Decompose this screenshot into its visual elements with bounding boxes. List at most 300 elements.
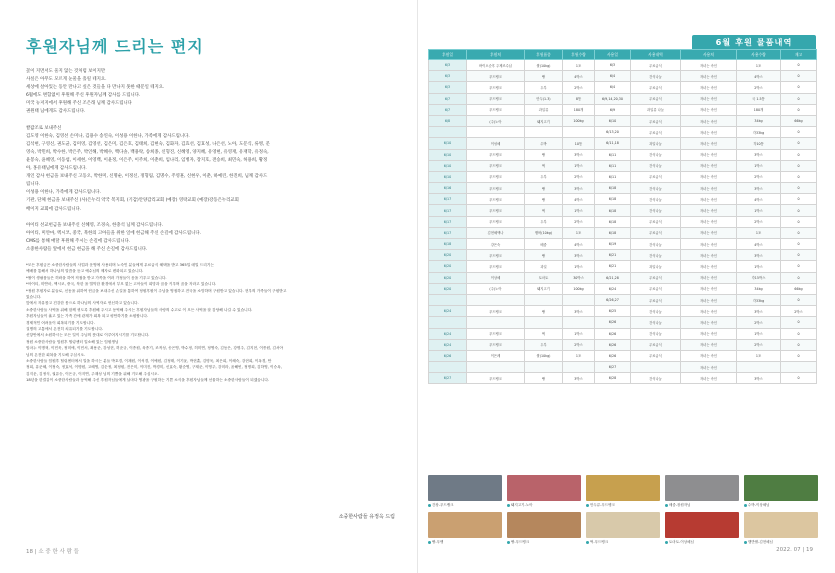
table-cell: 4박스: [737, 194, 781, 205]
table-cell: 푸드뱅크: [467, 183, 525, 194]
table-cell: [563, 294, 595, 305]
table-cell: 10통: [563, 138, 595, 149]
table-cell: 6/17: [429, 227, 467, 238]
donation-photo: [428, 512, 502, 538]
table-cell: 자녀는 속인: [681, 104, 737, 115]
donation-table-header: [692, 35, 816, 49]
table-cell: 푸드뱅크: [467, 306, 525, 317]
table-cell: 0: [781, 82, 817, 93]
table-cell: 자녀는 속인: [681, 261, 737, 272]
table-cell: 돼지고기: [525, 283, 563, 294]
table-cell: 무료급식: [631, 272, 681, 283]
notice-line: 예배를 통해서 하나님의 말씀을 듣고 예수님의 제자로 변화되고 있습니다.: [26, 269, 144, 274]
left-page: [0, 0, 417, 573]
table-cell: 두부: [525, 82, 563, 93]
table-cell: 자녀는 속인: [681, 171, 737, 182]
table-cell: [429, 294, 467, 305]
table-row: [429, 250, 817, 261]
table-cell: 간식나눔: [631, 317, 681, 328]
table-cell: 자녀는 속인: [681, 239, 737, 250]
bullet-icon: [665, 541, 668, 544]
column-header: 후원수량: [563, 50, 595, 60]
table-cell: 1박스: [563, 261, 595, 272]
table-row: [429, 160, 817, 171]
table-cell: 푸드뱅크: [467, 82, 525, 93]
photo-caption-text: 떡-푸드뱅크: [590, 540, 609, 544]
table-cell: 자녀는 속인: [681, 138, 737, 149]
table-row: [429, 205, 817, 216]
table-cell: 푸드뱅크: [467, 171, 525, 182]
table-cell: 쌀(10kg): [525, 60, 563, 71]
table-cell: [525, 294, 563, 305]
table-cell: 2박스: [563, 171, 595, 182]
photo-caption-text: 햇반쌀-김현혜님: [748, 540, 773, 544]
table-cell: 6/19: [595, 239, 631, 250]
table-cell: 푸드뱅크: [467, 205, 525, 216]
table-cell: 6/20: [429, 272, 467, 283]
table-cell: 2박스: [563, 216, 595, 227]
notice-line: 경제적인 어려움이 회복되기를 기도합니다.: [26, 320, 95, 325]
table-cell: 6/27: [595, 362, 631, 373]
table-cell: 1포: [563, 60, 595, 71]
notice-line: *정원 후원자로 분들로, 신동을 위하여 헌금을 보내주신 손길을 통하여 정원후원이 주님을 영접하고 전국을 소망하며 구원받고 있습니다. 현우의 가족들이 구원받고: [26, 288, 287, 293]
table-cell: 100kg: [563, 115, 595, 126]
table-cell: 자녀는 속인: [681, 160, 737, 171]
table-cell: 푸드뱅크: [467, 104, 525, 115]
table-cell: 6/18: [595, 194, 631, 205]
table-cell: 자녀는 속인: [681, 183, 737, 194]
right-page-footer: 2022. 07 | 19: [776, 547, 813, 553]
table-cell: 6/9: [595, 104, 631, 115]
table-cell: 과일나눔: [631, 138, 681, 149]
table-cell: 자녀는 속인: [681, 339, 737, 350]
table-cell: 햄버(10kg): [525, 227, 563, 238]
notice-line: 신앙안에서 소원하시는 모든 일이 주님의 뜻대로 이루어지시기를 기도합니다.: [26, 333, 150, 338]
table-cell: 무료급식: [631, 216, 681, 227]
table-cell: 6/26: [429, 350, 467, 361]
table-row: [429, 239, 817, 250]
table-cell: 1포: [563, 350, 595, 361]
letter-line: 미국 뉴저지에서 후원해 주신 조은래 님께 감사드립니다: [26, 101, 132, 107]
photo-caption-text: 빵-푸뱅: [432, 540, 444, 544]
donation-photo: [744, 475, 818, 501]
table-cell: 무료급식: [631, 350, 681, 361]
table-row: [429, 60, 817, 71]
photo-caption-text: 돼지고기-노아: [511, 503, 533, 507]
table-cell: 34kg: [737, 115, 781, 126]
table-cell: 푸드뱅크: [467, 339, 525, 350]
notice-line: 질병의 고통에서 온전히 치유되기를 기도합니다.: [26, 327, 104, 332]
table-cell: 6/3: [429, 71, 467, 82]
table-cell: 1박스: [737, 261, 781, 272]
table-cell: 강은숙: [467, 239, 525, 250]
table-cell: 과일류: [525, 104, 563, 115]
table-cell: 바이오순후 주제조수납: [467, 60, 525, 71]
table-cell: 간식나눔: [631, 250, 681, 261]
donation-table-title: 6월 후원 물품내역: [715, 37, 793, 47]
photo-caption-text: 만두류-푸드뱅크: [590, 503, 615, 507]
table-cell: 6/17: [429, 216, 467, 227]
photo-caption-text: 수박-이상혜님: [748, 503, 770, 507]
table-cell: 6/26: [595, 350, 631, 361]
table-cell: 3박스: [737, 149, 781, 160]
letter-line: 쌀값조로 보내주신: [26, 125, 62, 131]
letter-line: 권원태 님에게도 감사드립니다.: [26, 109, 86, 115]
table-cell: [467, 317, 525, 328]
table-cell: 자녀는 속인: [681, 373, 737, 384]
table-cell: 6/11: [595, 171, 631, 182]
notice-line: 후원자님들이 흘고 있는 가족 간에 관계가 회복 되고 평안하기를 소원합니다.: [26, 314, 149, 319]
notice-line: 소중한사람들 임원후 힐링센터에서 일을 하시는 분들 박호경, 이재원, 이석경, 이예원, 김정태, 이기윤, 박현훈, 김명욱, 최은희, 이혜숙, 강현희, 이옥경, 안: [26, 359, 272, 364]
table-cell: 떡: [525, 205, 563, 216]
letter-line: 세상에 살아있는 동안 만나고 싶은 것들을 다 만나지 못한 때문일 테지요.: [26, 85, 165, 91]
photo-caption: [507, 503, 533, 508]
table-cell: 자녀는 속인: [681, 362, 737, 373]
table-cell: 2박스: [737, 171, 781, 182]
letter-body: [26, 68, 396, 390]
notice-line: 18년을 한결같이 소중한사람들과 동역해 주신 후원자님들에게 날마다 영광을 구원하는 기쁜 소식을 후원자님들께 선물하는 소중한사람들이 되겠습니다.: [26, 378, 270, 383]
table-cell: [525, 127, 563, 138]
table-cell: 돼지고기: [525, 115, 563, 126]
table-cell: 3박스: [563, 250, 595, 261]
table-row: [429, 317, 817, 328]
table-cell: [737, 362, 781, 373]
table-cell: 각10통: [737, 138, 781, 149]
table-cell: 3박스: [563, 149, 595, 160]
table-cell: 6/26: [595, 339, 631, 350]
table-cell: 두부: [525, 216, 563, 227]
table-cell: 푸드뱅크: [467, 160, 525, 171]
table-cell: 자녀는 속인: [681, 227, 737, 238]
donation-photo: [665, 475, 739, 501]
table-cell: 6/21,28: [595, 272, 631, 283]
table-cell: [467, 362, 525, 373]
table-cell: 6/25: [595, 306, 631, 317]
donation-photo: [507, 512, 581, 538]
table-cell: 무료급식: [631, 93, 681, 104]
table-cell: 6/18: [595, 183, 631, 194]
table-cell: 푸드뱅크: [467, 250, 525, 261]
table-cell: 1포: [563, 227, 595, 238]
table-cell: (주)노아: [467, 283, 525, 294]
table-cell: 무료급식: [631, 283, 681, 294]
table-cell: 간식나눔: [631, 306, 681, 317]
table-cell: 이상혜: [467, 272, 525, 283]
table-row: [429, 194, 817, 205]
table-cell: (주)노아: [467, 115, 525, 126]
table-cell: 푸드뱅크: [467, 71, 525, 82]
notice-line: 김지운, 김정식, 권유승, 이은규, 이지연, 주재성 님의 기쁨을 위해 기도해 주십시오.: [26, 371, 159, 376]
table-cell: 각15박스: [737, 272, 781, 283]
table-cell: 6/24: [429, 306, 467, 317]
table-cell: [525, 362, 563, 373]
table-cell: 0: [781, 373, 817, 384]
table-cell: 0: [781, 71, 817, 82]
table-cell: 6/4: [595, 71, 631, 82]
table-row: [429, 115, 817, 126]
table-cell: 자녀는 속인: [681, 149, 737, 160]
table-cell: 6/8: [429, 115, 467, 126]
photo-caption-text: 빵-푸드뱅크: [511, 540, 530, 544]
table-cell: 2박스: [737, 82, 781, 93]
table-cell: 3박스: [563, 373, 595, 384]
letter-line: 기관, 단체 현금을 보내주신 (사)은누리 약국 복지회, (기감)안양감리교회 (예장) 영락교회 (예장)강동은누리교회: [26, 198, 239, 204]
table-cell: 푸드뱅크: [467, 149, 525, 160]
column-header: 후원일: [429, 50, 467, 60]
table-cell: 0: [781, 205, 817, 216]
table-cell: 6/24: [595, 283, 631, 294]
table-cell: 6/20: [429, 283, 467, 294]
table-row: [429, 294, 817, 305]
table-cell: 간식나눔: [631, 205, 681, 216]
table-cell: 0: [781, 127, 817, 138]
donation-photo: [665, 512, 739, 538]
table-cell: 6/27: [429, 373, 467, 384]
table-row: [429, 272, 817, 283]
right-page: [418, 0, 835, 573]
table-cell: 0: [781, 239, 817, 250]
table-cell: 쌀(10kg): [525, 350, 563, 361]
photo-caption: [665, 540, 694, 545]
table-cell: [429, 317, 467, 328]
table-cell: 6/10: [429, 138, 467, 149]
table-cell: 토마토: [525, 272, 563, 283]
table-cell: 0: [781, 328, 817, 339]
bullet-icon: [507, 541, 510, 544]
table-cell: [781, 362, 817, 373]
table-cell: 6/7: [429, 104, 467, 115]
table-cell: 푸드뱅크: [467, 216, 525, 227]
notice-line: *모든 후원금은 소중한사람들의 사업과 운영에 사용되며 노숙인 분들에게 무료급식 혜택을 받고 365일 매일 드리기는: [26, 262, 214, 267]
table-row: [429, 183, 817, 194]
table-cell: 각33kg: [737, 294, 781, 305]
table-cell: 2박스: [563, 82, 595, 93]
table-cell: 180개: [737, 104, 781, 115]
table-cell: 푸드뱅크: [467, 261, 525, 272]
letter-line: 아이티, 미얀마, 멕시코, 중국, 북한의 고아들을 위한 일에 헌금해 주신 손길에 감사드립니다.: [26, 230, 202, 236]
donation-photo: [744, 512, 818, 538]
letter-line: 소중한사람들 앞에서 헌금 현금을 해 주신 손길에 감사드립니다.: [26, 246, 148, 252]
table-cell: 6/26,27: [595, 294, 631, 305]
table-cell: 1포: [737, 227, 781, 238]
column-header: 후원처: [467, 50, 525, 60]
table-cell: 국 1.5통: [737, 93, 781, 104]
table-cell: 6/10: [429, 149, 467, 160]
bullet-icon: [428, 504, 431, 507]
table-cell: 각33kg: [737, 127, 781, 138]
table-row: [429, 171, 817, 182]
bullet-icon: [428, 541, 431, 544]
table-cell: 0: [781, 216, 817, 227]
letter-line: 아이티 선교헌금을 보내주신 신혜영, 조경숙, 한충석 님께 감사드립니다.: [26, 222, 163, 228]
column-header: 후원품종: [525, 50, 563, 60]
donation-table-header-row: [429, 50, 817, 60]
column-header: 사용일: [595, 50, 631, 60]
table-cell: 과일류 나눔: [631, 104, 681, 115]
table-cell: 6/7: [429, 93, 467, 104]
table-cell: 푸드뱅크: [467, 373, 525, 384]
table-cell: 자녀는 속인: [681, 272, 737, 283]
table-cell: 1포: [737, 350, 781, 361]
column-header: 사용내역: [631, 50, 681, 60]
photo-caption: [586, 540, 608, 545]
table-cell: 자녀는 속인: [681, 205, 737, 216]
letter-line: 개인 감사 현금을 보내주신 고동오, 박한미, 신명순, 이정신, 정형림, 김명수, 주영훈, 신현우, 이춘, 하예린, 한진희, 님께 감사드: [26, 174, 268, 180]
letter-line: 김도영 이한숙, 김영선 손미나, 김용수 송연숙, 이성용 이한나, 가족에게 감사드립니다.: [26, 133, 190, 139]
table-cell: 6/10: [595, 115, 631, 126]
table-cell: 자녀는 속인: [681, 127, 737, 138]
table-cell: 빵: [525, 373, 563, 384]
notice-line: 있습니다.: [26, 295, 42, 299]
letter-line: 립니다.: [26, 182, 41, 188]
table-cell: [467, 127, 525, 138]
table-cell: 6/3: [595, 60, 631, 71]
table-cell: 0: [781, 93, 817, 104]
letter-line: CMS를 통해 매달 후원해 주시는 손길에 감사드립니다.: [26, 238, 131, 244]
donation-photo: [586, 475, 660, 501]
photo-caption: [744, 503, 770, 508]
table-cell: 6/17: [429, 205, 467, 216]
table-cell: 6/24: [429, 339, 467, 350]
table-cell: 떡: [525, 160, 563, 171]
table-cell: 빵: [525, 71, 563, 82]
photo-caption: [428, 503, 454, 508]
table-cell: 배즙: [525, 239, 563, 250]
table-cell: 4박스: [563, 71, 595, 82]
table-cell: 간식나눔: [631, 373, 681, 384]
table-cell: 수박: [525, 138, 563, 149]
table-cell: 빵: [525, 194, 563, 205]
table-cell: 푸드뱅크: [467, 328, 525, 339]
table-cell: 자녀는 속인: [681, 194, 737, 205]
table-cell: 김현혜액나: [467, 227, 525, 238]
table-cell: 6/20: [429, 250, 467, 261]
table-cell: 66kg: [781, 115, 817, 126]
table-cell: 34kg: [737, 283, 781, 294]
table-cell: 자녀는 속인: [681, 250, 737, 261]
table-cell: 자녀는 속인: [681, 82, 737, 93]
table-cell: 0: [781, 272, 817, 283]
table-cell: 자녀는 속인: [681, 71, 737, 82]
table-cell: 0: [781, 194, 817, 205]
table-cell: 자녀는 속인: [681, 60, 737, 71]
table-row: [429, 127, 817, 138]
table-row: [429, 350, 817, 361]
letter-title: 후원자님께 드리는 편지: [26, 37, 204, 56]
table-cell: 0: [781, 250, 817, 261]
table-cell: 6/26: [595, 317, 631, 328]
table-cell: 1박스: [563, 205, 595, 216]
photo-caption-text: 토마토-이상혜님: [669, 540, 694, 544]
bullet-icon: [744, 541, 747, 544]
notice-line: *쌀이 생필품들은 허락을 하여 직접을 받고 가족을 여러 가정들이 음을 기우고 있습니다.: [26, 275, 167, 280]
table-cell: 6/28: [595, 373, 631, 384]
table-cell: 6/24: [429, 328, 467, 339]
table-cell: 이은례: [467, 350, 525, 361]
table-cell: 떡: [525, 328, 563, 339]
table-cell: [429, 127, 467, 138]
table-cell: 무료급식: [631, 339, 681, 350]
table-cell: 0: [781, 104, 817, 115]
table-row: [429, 362, 817, 373]
letter-line: 배이지 교회에 감사드립니다.: [26, 206, 82, 212]
letter-line: 이성용 이한나, 가족에게 감사드립니다.: [26, 190, 101, 196]
table-cell: 6/3: [429, 60, 467, 71]
table-cell: 6/4: [595, 82, 631, 93]
table-row: [429, 373, 817, 384]
table-cell: 180개: [563, 104, 595, 115]
table-cell: 무료급식: [631, 294, 681, 305]
table-cell: 자녀는 속인: [681, 283, 737, 294]
letter-line: 김석현, 구영신, 권도균, 김미영, 김영선, 김은미, 김은호, 김태희, 김현숙, 김화자, 김효선, 김효성, 나은선, 노아, 도문식, 류병, 문: [26, 141, 271, 147]
table-cell: 8통: [563, 93, 595, 104]
table-cell: 2박스: [737, 216, 781, 227]
bullet-icon: [586, 541, 589, 544]
table-row: [429, 104, 817, 115]
table-row: [429, 82, 817, 93]
table-cell: 4박스: [563, 239, 595, 250]
table-cell: 6/13,20: [595, 127, 631, 138]
letter-line: 윤봉숙, 윤혜영, 이동섭, 이세현, 이영백, 이윤정, 이은주, 이주희, 이춘희, 임나리, 임병자, 장지호, 전승희, 최민숙, 허용희, 황정: [26, 157, 268, 163]
table-cell: 6/10: [429, 171, 467, 182]
table-cell: 무료급식: [631, 60, 681, 71]
table-cell: 0: [781, 160, 817, 171]
notice-line: 임마누 이병혁, 이민욱, 정미애, 이민서, 최용준, 강성현, 허준규, 이종원, 육종기, 조적성, 송은영, 박수정, 허미연, 정영숙, 김동은, 강명주, 김지현, 이종원, 김서아: [26, 346, 284, 351]
table-cell: 0: [781, 261, 817, 272]
photo-caption-text: 배즙-장원자님: [669, 503, 691, 507]
table-row: [429, 339, 817, 350]
table-row: [429, 306, 817, 317]
table-cell: [563, 362, 595, 373]
table-cell: 무료급식: [631, 171, 681, 182]
column-header: 사용수량: [737, 50, 781, 60]
table-cell: 1박스: [737, 160, 781, 171]
table-cell: 빵: [525, 306, 563, 317]
donation-photo: [507, 475, 581, 501]
table-cell: 6/17: [429, 194, 467, 205]
table-cell: 0: [781, 138, 817, 149]
table-cell: 0: [781, 60, 817, 71]
table-cell: 자녀는 속인: [681, 317, 737, 328]
bullet-icon: [507, 504, 510, 507]
table-cell: 간식나눔: [631, 149, 681, 160]
table-cell: 3박스: [737, 183, 781, 194]
table-cell: 3박스: [737, 373, 781, 384]
table-row: [429, 216, 817, 227]
table-cell: 30박스: [563, 272, 595, 283]
table-cell: 간식나눔: [631, 328, 681, 339]
table-cell: 4박스: [737, 71, 781, 82]
table-cell: 자녀는 속인: [681, 328, 737, 339]
table-cell: 4박스: [737, 239, 781, 250]
letter-paragraph: [26, 125, 396, 214]
table-cell: 1박스: [563, 160, 595, 171]
table-cell: 2박스: [563, 339, 595, 350]
letter-signature: 소중한사람들 유정옥 드림: [338, 514, 395, 520]
photo-caption: [665, 503, 691, 508]
table-cell: [467, 294, 525, 305]
column-header: 사용처: [681, 50, 737, 60]
table-cell: 무료급식: [631, 115, 681, 126]
table-cell: 6/16: [429, 183, 467, 194]
table-cell: 6/3: [429, 82, 467, 93]
notice-line: 정희, 유준혜, 이정숙, 정효석, 이명원, 고혜영, 김순정, 최정원, 전은미, 이미진, 박경미, 신효숙, 황순영, 구재준, 이영주, 강미라, 윤해빈, 정명희, 김하영, 이승옥,: [26, 365, 282, 370]
table-cell: 6/11: [595, 160, 631, 171]
table-cell: 1박스: [737, 328, 781, 339]
table-cell: 간식나눔: [631, 239, 681, 250]
donation-photo: [586, 512, 660, 538]
table-cell: [631, 362, 681, 373]
